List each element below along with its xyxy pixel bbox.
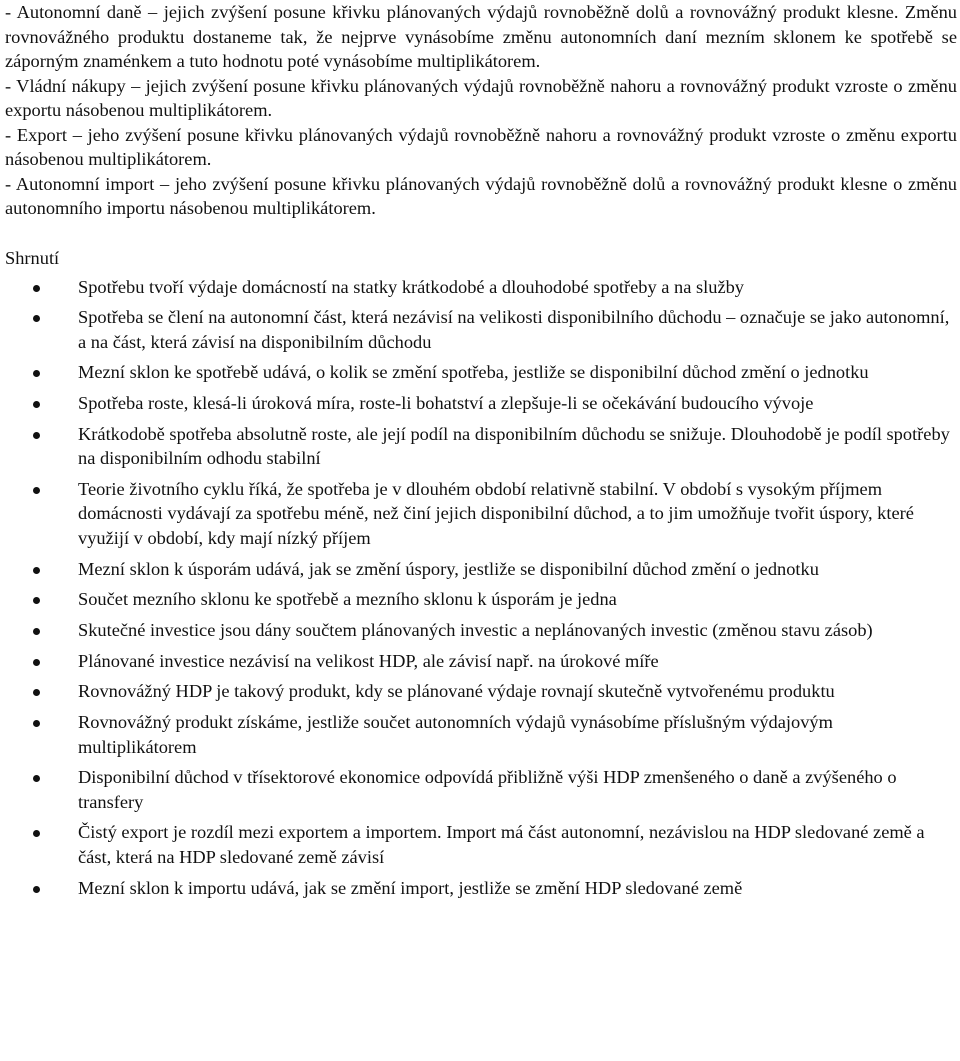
list-item: [5, 649, 957, 674]
bullet-icon: [33, 775, 40, 782]
paragraph-autonomous-import: - Autonomní import – jeho zvýšení posune křivku plánovaných výdajů rovnoběžně dolů a rovnovážný produkt klesne o změnu autonomního importu násobenou multiplikátorem.: [5, 173, 957, 218]
summary-list: [5, 275, 957, 901]
list-item: [5, 820, 957, 869]
list-item-text: Rovnovážný produkt získáme, jestliže součet autonomních výdajů vynásobíme příslušným výdajovým multiplikátorem: [78, 712, 833, 757]
bullet-icon: [33, 830, 40, 837]
list-item-text: Mezní sklon ke spotřebě udává, o kolik se změní spotřeba, jestliže se disponibilní důchod změní o jednotku: [78, 362, 869, 383]
list-item: [5, 557, 957, 582]
list-item: [5, 275, 957, 300]
bullet-icon: [33, 720, 40, 727]
bullet-icon: [33, 597, 40, 604]
paragraph-export: - Export – jeho zvýšení posune křivku plánovaných výdajů rovnoběžně nahoru a rovnovážný produkt vzroste o změnu exportu násobenou multiplikátorem.: [5, 124, 957, 169]
paragraph-government-purchases: - Vládní nákupy – jejich zvýšení posune křivku plánovaných výdajů rovnoběžně nahoru a rovnovážný produkt vzroste o změnu exportu násobenou multiplikátorem.: [5, 75, 957, 120]
list-item: [5, 710, 957, 759]
list-item: [5, 422, 957, 471]
list-item-text: Disponibilní důchod v třísektorové ekonomice odpovídá přibližně výši HDP zmenšeného o daně a zvýšeného o transfery: [78, 767, 897, 812]
list-item-text: Krátkodobě spotřeba absolutně roste, ale její podíl na disponibilním důchodu se snižuje. Dlouhodobě je podíl spotřeby na disponibilním odhodu stabilní: [78, 423, 950, 469]
section-gap: [5, 221, 957, 245]
bullet-icon: [33, 285, 40, 292]
list-item: [5, 765, 957, 814]
list-item: [5, 305, 957, 354]
list-item: [5, 391, 957, 416]
list-item: [5, 477, 957, 551]
list-item-text: Plánované investice nezávisí na velikost HDP, ale závisí např. na úrokové míře: [78, 650, 659, 671]
paragraph-autonomous-taxes: - Autonomní daně – jejich zvýšení posune křivku plánovaných výdajů rovnoběžně dolů a rovnovážný produkt klesne. Změnu rovnovážného produktu dostaneme tak, že nejprve vynásobíme změnu autonomních daní mezním sklonem ke spotřebě se záporným znaménkem a tuto hodnotu poté vynásobíme multiplikátorem.: [5, 2, 957, 71]
list-item-text: Rovnovážný HDP je takový produkt, kdy se plánované výdaje rovnají skutečně vytvořenému produktu: [78, 681, 835, 702]
bullet-icon: [33, 401, 40, 408]
list-item: [5, 679, 957, 704]
bullet-icon: [33, 886, 40, 893]
bullet-icon: [33, 628, 40, 635]
list-item-text: Teorie životního cyklu říká, že spotřeba je v dlouhém období relativně stabilní. V období s vysokým příjmem domácnosti vydávají za spotřebu méně, než činí jejich disponibilní důchod, a to jim umožňuje tvořit úspory, které využijí v období, kdy mají nízký příjem: [78, 478, 914, 548]
list-item-text: Spotřebu tvoří výdaje domácností na statky krátkodobé a dlouhodobé spotřeby a na služby: [78, 276, 745, 297]
list-item: [5, 360, 957, 385]
summary-heading: Shrnutí: [5, 247, 60, 268]
bullet-icon: [33, 315, 40, 322]
list-item-text: Spotřeba se člení na autonomní část, která nezávisí na velikosti disponibilního důchodu – označuje se jako autonomní, a na část, která závisí na disponibilním důchodu: [78, 307, 950, 352]
list-item: [5, 876, 957, 901]
list-item: [5, 618, 957, 643]
bullet-icon: [33, 567, 40, 574]
bullet-icon: [33, 432, 40, 439]
list-item-text: Mezní sklon k úsporám udává, jak se změní úspory, jestliže se disponibilní důchod změní o jednotku: [78, 558, 819, 579]
list-item-text: Součet mezního sklonu ke spotřebě a mezního sklonu k úsporám je jedna: [78, 589, 617, 610]
bullet-icon: [33, 689, 40, 696]
list-item-text: Mezní sklon k importu udává, jak se změní import, jestliže se změní HDP sledované země: [78, 877, 743, 898]
list-item-text: Skutečné investice jsou dány součtem plánovaných investic a neplánovaných investic (změnou stavu zásob): [78, 620, 873, 640]
document-page: [5, 0, 957, 906]
list-item-text: Čistý export je rozdíl mezi exportem a importem. Import má část autonomní, nezávislou na HDP sledované země a část, která na HDP sledované země závisí: [78, 822, 925, 867]
bullet-icon: [33, 659, 40, 666]
list-item: [5, 587, 957, 612]
list-item-text: Spotřeba roste, klesá-li úroková míra, roste-li bohatství a zlepšuje-li se očekávání budoucího vývoje: [78, 393, 814, 414]
bullet-icon: [33, 370, 40, 377]
bullet-icon: [33, 487, 40, 494]
